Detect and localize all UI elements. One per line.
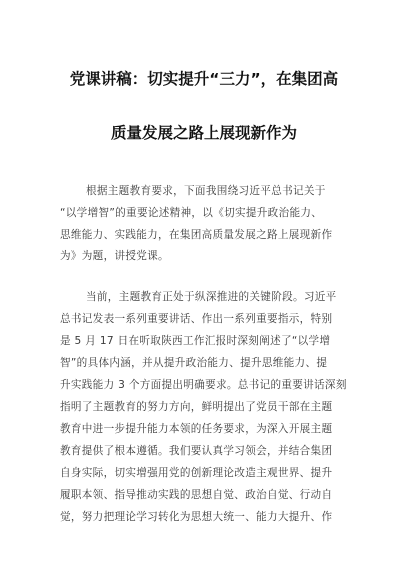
paragraph-2-line-10: 履职本领、指导推动实践的思想自觉、政治自觉、行动自 <box>60 489 333 501</box>
paragraph-2-line-6: 指明了主题教育的努力方向，鲜明提出了党员干部在主题 <box>60 401 333 413</box>
paragraph-2-line-1: 当前，主题教育正处于纵深推进的关键阶段。习近平 <box>86 291 337 303</box>
paragraph-1-line-1: 根据主题教育要求，下面我围绕习近平总书记关于 <box>86 185 326 197</box>
paragraph-2-line-8: 教育提供了根本遵循。我们要认真学习领会，并结合集团 <box>60 445 333 457</box>
paragraph-2-line-9: 自身实际，切实增强用党的创新理论改造主观世界、提升 <box>60 467 333 479</box>
paragraph-1-line-2: “以学增智”的重要论述精神，以《切实提升政治能力、 <box>60 207 323 219</box>
paragraph-2-line-3: 是 5 月 17 日在听取陕西工作汇报时深刻阐述了“以学增 <box>60 335 331 347</box>
document-title-line-2: 质量发展之路上展现新作为 <box>110 124 297 142</box>
paragraph-2-line-7: 教育中进一步提升能力本领的任务要求，为深入开展主题 <box>60 423 333 435</box>
paragraph-2-line-4: 智”的具体内涵，并从提升政治能力、提升思维能力、提 <box>60 357 328 369</box>
paragraph-2-line-2: 总书记发表一系列重要讲话、作出一系列重要指示，特别 <box>60 313 333 325</box>
document-title-line-1: 党课讲稿：切实提升“三力”，在集团高 <box>69 70 339 88</box>
paragraph-1-line-3: 思维能力、实践能力，在集团高质量发展之路上展现新作 <box>60 229 333 241</box>
paragraph-2-line-5: 升实践能力 3 个方面提出明确要求。总书记的重要讲话深刻 <box>60 379 347 391</box>
paragraph-1-line-4: 为》为题，讲授党课。 <box>60 250 169 262</box>
paragraph-2-line-11: 觉，努力把理论学习转化为思想大统一、能力大提升、作 <box>60 511 333 523</box>
